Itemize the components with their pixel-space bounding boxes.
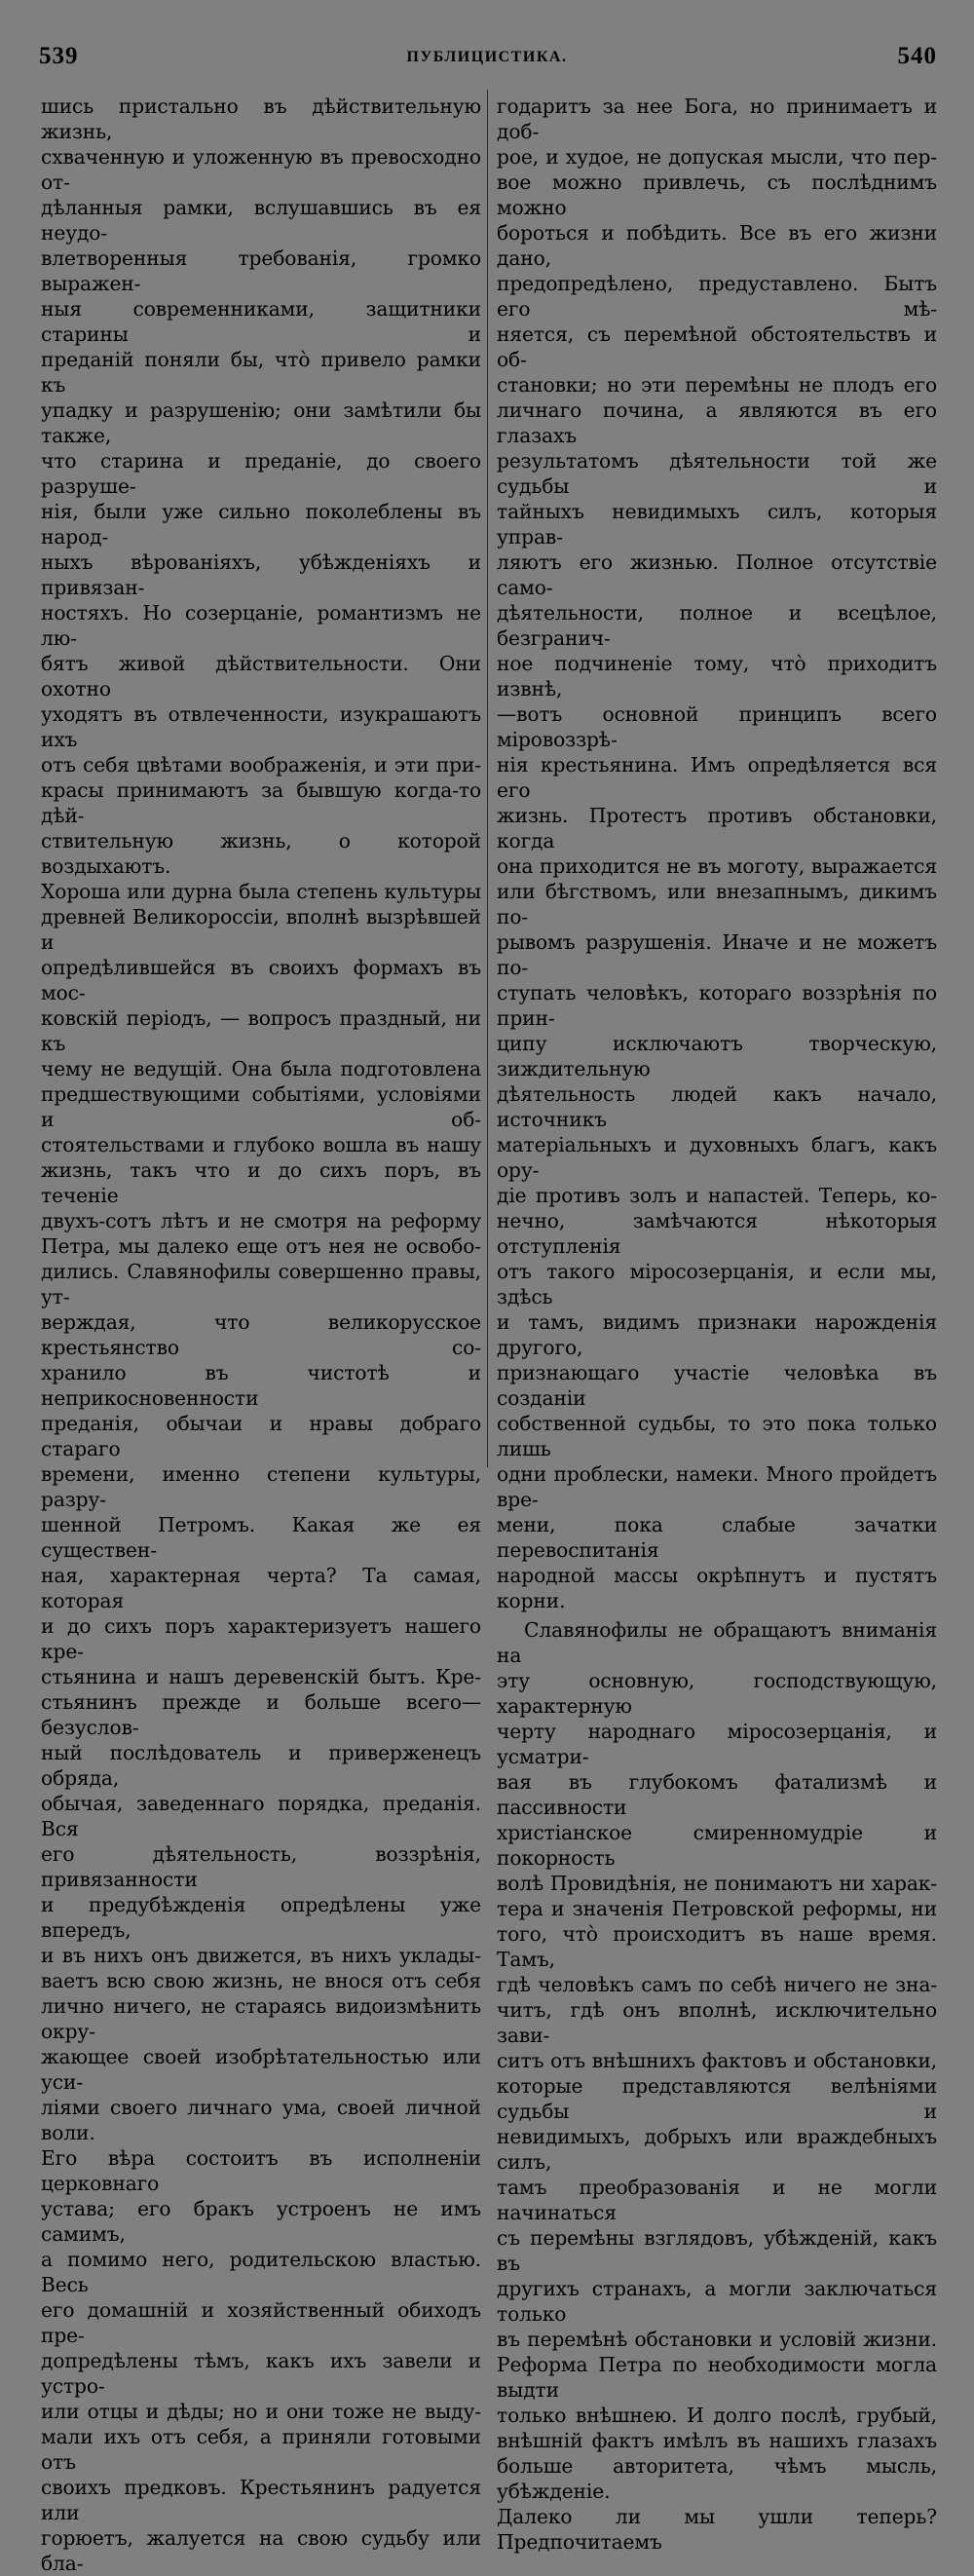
text-line: горюетъ, жалуется на свою судьбу или бла-	[41, 2526, 481, 2575]
text-line: дѣланныя рамки, вслушавшись въ ея неудо-	[41, 196, 481, 245]
text-line: нечно, замѣчаются нѣкоторыя отступленія	[497, 1209, 937, 1258]
text-line: стьянина и нашъ деревенскій бытъ. Кре-	[41, 1665, 481, 1688]
text-line: ствительную жизнь, о которой воздыхаютъ.	[41, 829, 481, 878]
text-line: дѣятельность людей какъ начало, источникъ	[497, 1082, 937, 1131]
text-line: одни проблески, намеки. Много пройдетъ вре-	[497, 1462, 937, 1511]
text-line: ныхъ вѣрованіяхъ, убѣжденіяхъ и привязан-	[41, 550, 481, 599]
text-line: діе противъ золъ и напастей. Теперь, ко-	[497, 1184, 937, 1207]
text-line: ный послѣдователь и приверженецъ обряда,	[41, 1741, 481, 1790]
text-line: влетворенныя требованія, громко выражен-	[41, 246, 481, 295]
text-line: красы принимаютъ за бывшую когда-то дѣй-	[41, 778, 481, 827]
text-line: бороться и побѣдить. Все въ его жизни дано,	[497, 221, 937, 270]
text-line: ляютъ его жизнью. Полное отсутствіе само-	[497, 550, 937, 599]
text-line: бятъ живой дѣйствительности. Они охотно	[41, 652, 481, 701]
column-divider	[487, 90, 488, 1467]
text-line: вая въ глубокомъ фатализмѣ и пассивности	[497, 1770, 937, 1819]
text-line: ліями своего личнаго ума, своей личной воли.	[41, 2096, 481, 2144]
text-line: только внѣшнею. И долго послѣ, грубый,	[497, 2404, 937, 2427]
text-line: предшествующими событіями, условіями и об-	[41, 1082, 481, 1131]
text-line: или бѣгствомъ, или внезапнымъ, дикимъ по-	[497, 880, 937, 928]
text-line: христіанское смиренномудріе и покорность	[497, 1821, 937, 1870]
text-line: —вотъ основной принципъ всего міровоззрѣ-	[497, 702, 937, 751]
text-line: двухъ-сотъ лѣтъ и не смотря на реформу	[41, 1209, 481, 1232]
text-line: черту народнаго міросозерцанія, и усматри-	[497, 1720, 937, 1768]
text-line: и въ нихъ онъ движется, въ нихъ уклады-	[41, 1944, 481, 1967]
text-line: Хороша или дурна была степень культуры	[41, 880, 481, 903]
text-line: а помимо него, родительскою властью. Весь	[41, 2248, 481, 2296]
text-line: или отцы и дѣды; но и они тоже не выду-	[41, 2400, 481, 2423]
text-line: хранило въ чистотѣ и неприкосновенности	[41, 1361, 481, 1410]
text-line: ципу исключаютъ творческую, зиждительную	[497, 1032, 937, 1080]
text-line: времени, именно степени культуры, разру-	[41, 1462, 481, 1511]
text-line: и тамъ, видимъ признаки нарожденія другого,	[497, 1310, 937, 1359]
text-line: верждая, что великорусское крестьянство со-	[41, 1310, 481, 1359]
right-column	[497, 94, 937, 2555]
text-line: шенной Петромъ. Какая же ея существен-	[41, 1513, 481, 1562]
text-line: своихъ предковъ. Крестьянинъ радуется или	[41, 2476, 481, 2524]
text-line: она приходится не въ моготу, выражается	[497, 854, 937, 878]
text-line: Петра, мы далеко еще отъ нея не освобо-	[41, 1234, 481, 1258]
text-line: ныя современниками, защитники старины и	[41, 297, 481, 346]
text-line: въ перемѣнѣ обстановки и условій жизни.	[497, 2328, 937, 2351]
text-line: ностяхъ. Но созерцаніе, романтизмъ не лю-	[41, 601, 481, 650]
text-line: жающее своей изобрѣтательностью или уси-	[41, 2045, 481, 2094]
text-line: годаритъ за нее Бога, но принимаетъ и доб-	[497, 95, 937, 143]
page-number-right: 540	[897, 43, 937, 69]
text-line: чему не ведущій. Она была подготовлена	[41, 1057, 481, 1080]
text-line: опредѣлившейся въ своихъ формахъ въ мос-	[41, 956, 481, 1004]
text-line: допредѣлены тѣмъ, какъ ихъ завели и устро-	[41, 2349, 481, 2398]
text-line: отъ такого міросозерцанія, и если мы, здѣсь	[497, 1260, 937, 1308]
text-line: нія крестьянина. Имъ опредѣляется вся его	[497, 753, 937, 802]
text-line: тайныхъ невидимыхъ силъ, которыя управ-	[497, 500, 937, 549]
text-line: его домашній и хозяйственный обиходъ пре-	[41, 2298, 481, 2347]
text-line: тамъ преобразованія и не могли начинаться	[497, 2176, 937, 2224]
text-line: тера и значенія Петровской реформы, ни	[497, 1897, 937, 1920]
text-line: дились. Славянофилы совершенно правы, ут-	[41, 1260, 481, 1308]
text-line: жизнь. Протестъ противъ обстановки, когда	[497, 804, 937, 852]
text-line: ступать человѣкъ, котораго воззрѣнія по прин-	[497, 981, 937, 1030]
text-line: съ перемѣны взглядовъ, убѣжденій, какъ въ	[497, 2226, 937, 2275]
text-line: которые представляются велѣніями судьбы и	[497, 2074, 937, 2123]
text-line: и до сихъ поръ характеризуетъ нашего кре-	[41, 1614, 481, 1663]
text-line: мени, пока слабые зачатки перевоспитанія	[497, 1513, 937, 1562]
text-line: стоятельствами и глубоко вошла въ нашу	[41, 1133, 481, 1156]
text-line: Славянофилы не обращаютъ вниманія на	[497, 1618, 937, 1667]
text-line: народной массы окрѣпнутъ и пустятъ корни.	[497, 1564, 937, 1612]
text-line: результатомъ дѣятельности той же судьбы и	[497, 449, 937, 498]
text-line: другихъ странахъ, а могли заключаться только	[497, 2277, 937, 2326]
text-line: волѣ Провидѣнія, не понимаютъ ни харак-	[497, 1872, 937, 1895]
text-line: упадку и разрушенію; они замѣтили бы также,	[41, 398, 481, 447]
text-line: и предубѣжденія опредѣлены уже впередъ,	[41, 1893, 481, 1942]
text-line: его дѣятельность, воззрѣнія, привязанности	[41, 1842, 481, 1891]
text-line: становки; но эти перемѣны не плодъ его	[497, 373, 937, 397]
text-line: гдѣ человѣкъ самъ по себѣ ничего не зна-	[497, 1973, 937, 1996]
text-line: ваетъ всю свою жизнь, не внося отъ себя	[41, 1969, 481, 1992]
text-line: обычая, заведеннаго порядка, преданія. Вся	[41, 1792, 481, 1840]
text-line: ная, характерная черта? Та самая, которая	[41, 1564, 481, 1612]
text-line: отъ себя цвѣтами воображенія, и эти при-	[41, 753, 481, 777]
text-line: Его вѣра состоитъ въ исполненіи церковнаго	[41, 2146, 481, 2195]
text-line: преданія, обычаи и нравы добраго стараго	[41, 1412, 481, 1460]
text-line: мали ихъ отъ себя, а приняли готовыми отъ	[41, 2425, 481, 2474]
text-line: признающаго участіе человѣка въ созданіи	[497, 1361, 937, 1410]
text-line: Далеко ли мы ушли теперь? Предпочитаемъ	[497, 2505, 937, 2554]
text-line: лично ничего, не стараясь видоизмѣнить окру-	[41, 1994, 481, 2043]
text-line: преданій поняли бы, что̀ привело рамки къ	[41, 348, 481, 397]
text-line: дѣятельности, полное и всецѣлое, безгранич-	[497, 601, 937, 650]
text-line: Реформа Петра по необходимости могла выдти	[497, 2353, 937, 2402]
text-line: шись пристально въ дѣйствительную жизнь,	[41, 95, 481, 143]
page-number-left: 539	[39, 43, 79, 69]
text-line: схваченную и уложенную въ превосходно от-	[41, 145, 481, 194]
running-title: ПУБЛИЦИСТИКА.	[406, 49, 568, 65]
text-line: няется, съ перемѣной обстоятельствъ и об-	[497, 322, 937, 371]
text-line: эту основную, господствующую, характерную	[497, 1669, 937, 1718]
text-line: невидимыхъ, добрыхъ или враждебныхъ силъ,	[497, 2125, 937, 2174]
text-line: стьянинъ прежде и больше всего—безуслов-	[41, 1690, 481, 1739]
text-line: нія, были уже сильно поколеблены въ народ-	[41, 500, 481, 549]
text-line: жизнь, такъ что и до сихъ поръ, въ теченіе	[41, 1158, 481, 1207]
text-line: личнаго почина, а являются въ его глазахъ	[497, 398, 937, 447]
text-line: собственной судьбы, то это пока только лишь	[497, 1412, 937, 1460]
text-line: ное подчиненіе тому, что̀ приходитъ извнѣ,	[497, 652, 937, 701]
text-line: внѣшній фактъ имѣлъ въ нашихъ глазахъ	[497, 2429, 937, 2452]
page-header	[0, 43, 974, 76]
text-line: рое, и худое, не допуская мысли, что пер-	[497, 145, 937, 169]
text-line: того, что̀ происходитъ въ наше время. Тамъ,	[497, 1922, 937, 1971]
text-line: рывомъ разрушенія. Иначе и не можетъ по-	[497, 930, 937, 979]
text-line: читъ, гдѣ онъ вполнѣ, исключительно зави-	[497, 1998, 937, 2047]
text-line: устава; его бракъ устроенъ не имъ самимъ,	[41, 2197, 481, 2246]
text-line: ковскій періодъ, — вопросъ праздный, ни къ	[41, 1006, 481, 1055]
text-line: вое можно привлечь, съ послѣднимъ можно	[497, 170, 937, 219]
text-line: уходятъ въ отвлеченности, изукрашаютъ ихъ	[41, 702, 481, 751]
text-line: больше авторитета, чѣмъ мысль, убѣжденіе.	[497, 2454, 937, 2503]
text-line: матеріальныхъ и духовныхъ благъ, какъ ору-	[497, 1133, 937, 1182]
left-column	[41, 94, 481, 2576]
text-line: ситъ отъ внѣшнихъ фактовъ и обстановки,	[497, 2049, 937, 2072]
text-line: что старина и преданіе, до своего разруше-	[41, 449, 481, 498]
text-line: предопредѣлено, предуставлено. Бытъ его мѣ-	[497, 272, 937, 321]
text-line: древней Великороссіи, вполнѣ вызрѣвшей и	[41, 905, 481, 954]
